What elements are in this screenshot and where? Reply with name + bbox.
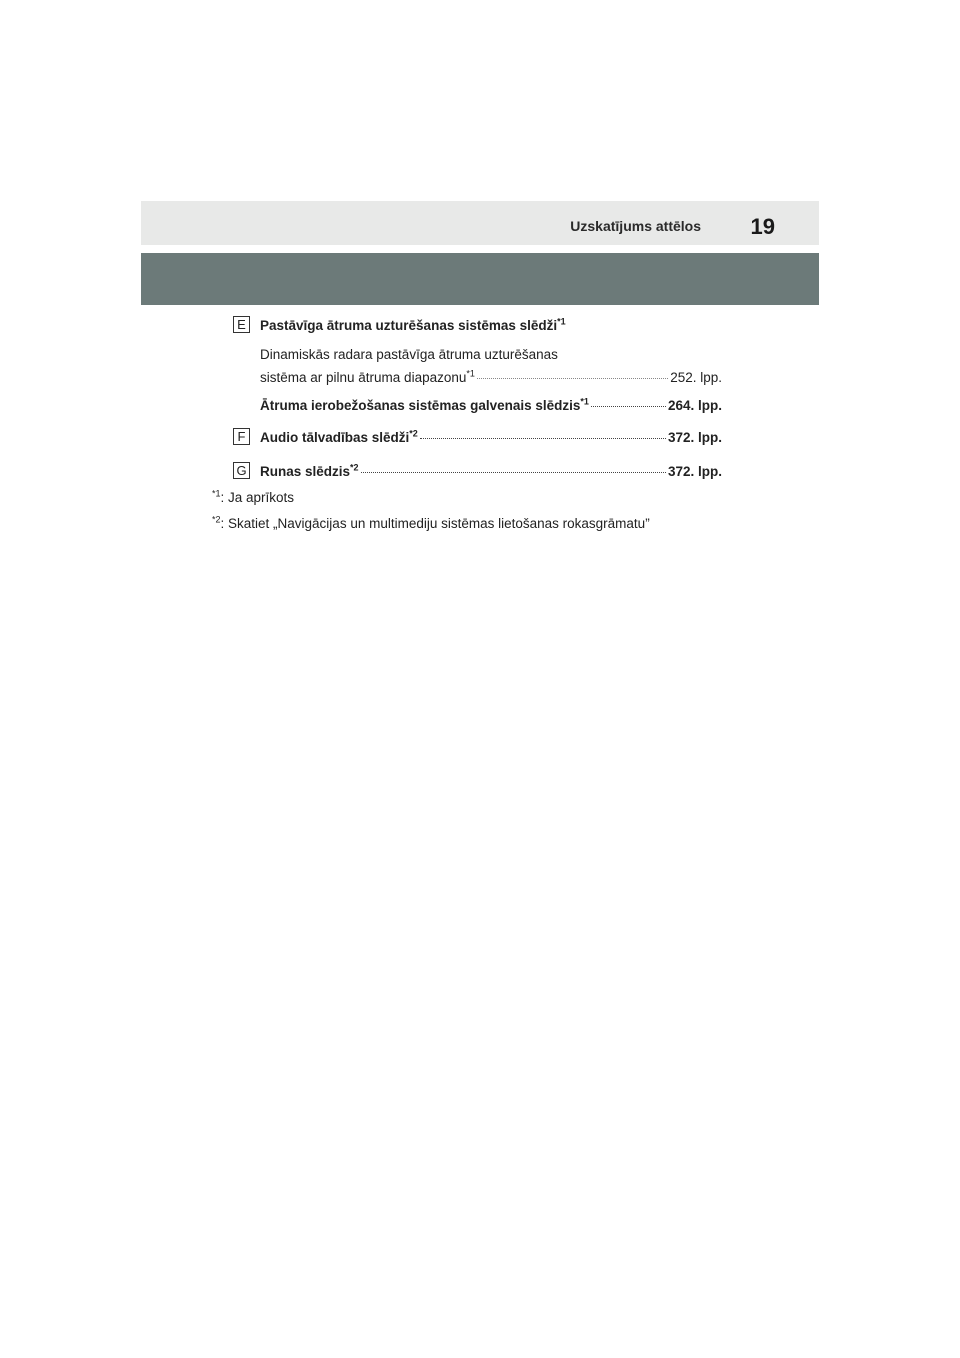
item-g-label: Runas slēdzis: [260, 464, 351, 479]
footnote-1-text: : Ja aprīkots: [220, 490, 295, 505]
item-f-entry[interactable]: [260, 430, 722, 445]
item-e-sub2-entry[interactable]: [260, 398, 722, 413]
item-marker-g: G: [233, 462, 250, 479]
item-e-sub1-sup: *1: [466, 368, 475, 379]
footnote-2: [212, 516, 650, 531]
item-e-sub1-line1: Dinamiskās radara pastāvīga ātruma uzturēšanas: [260, 347, 558, 362]
page-header: [141, 201, 819, 245]
item-f-page: 372. lpp.: [667, 430, 722, 445]
item-g-text: [260, 464, 359, 479]
item-e-title: [260, 318, 722, 333]
item-e-sub2-text: [260, 398, 589, 413]
leader-dots: [477, 378, 668, 379]
item-e-sub1-label: sistēma ar pilnu ātruma diapazonu: [260, 370, 467, 385]
section-title: Uzskatījums attēlos: [570, 218, 701, 234]
item-f-label: Audio tālvadības slēdži: [260, 430, 410, 445]
leader-dots: [591, 406, 666, 407]
page-number: 19: [750, 214, 775, 239]
footnote-2-text: : Skatiet „Navigācijas un multimediju sistēmas lietošanas rokasgrāmatu”: [220, 516, 650, 531]
item-e-title-sup: *1: [557, 316, 566, 327]
item-f-text: [260, 430, 418, 445]
footnote-1: [212, 490, 294, 505]
item-g-page: 372. lpp.: [667, 464, 722, 479]
leader-dots: [420, 438, 666, 439]
item-e-sub2-page: 264. lpp.: [667, 398, 722, 413]
item-g-entry[interactable]: [260, 464, 722, 479]
item-f-sup: *2: [409, 428, 418, 439]
section-band: [141, 253, 819, 305]
item-e-title-text: Pastāvīga ātruma uzturēšanas sistēmas slēdži: [260, 318, 558, 333]
leader-dots: [361, 472, 666, 473]
item-e-sub2-label: Ātruma ierobežošanas sistēmas galvenais slēdzis: [260, 398, 581, 413]
footnote-2-mark: *2: [212, 514, 221, 525]
item-marker-f: F: [233, 428, 250, 445]
item-e-sub1-line2: [260, 370, 475, 385]
item-e-sub1-entry[interactable]: [260, 370, 722, 385]
item-g-sup: *2: [350, 462, 359, 473]
item-e-sub2-sup: *1: [580, 396, 589, 407]
item-marker-e: E: [233, 316, 250, 333]
footnote-1-mark: *1: [212, 488, 221, 499]
item-e-sub1-page: 252. lpp.: [670, 370, 722, 385]
